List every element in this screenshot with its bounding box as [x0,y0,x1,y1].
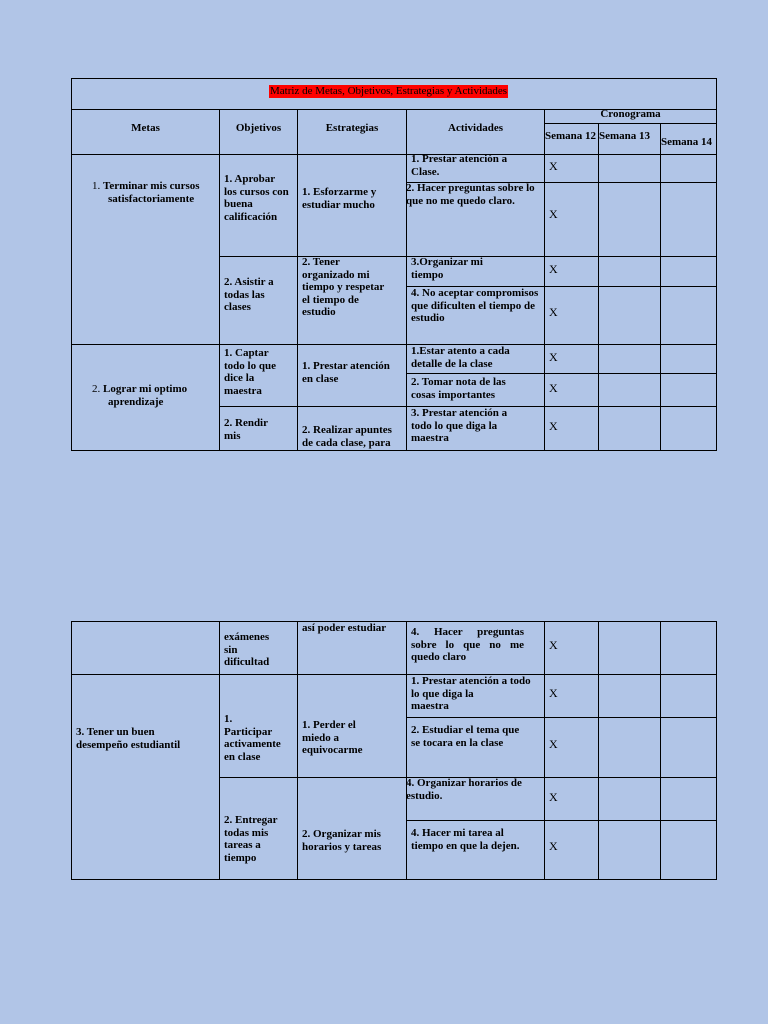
mark-x: X [549,207,558,221]
objetivo-2: 2. Asistir a todas las clases [224,276,274,313]
mark-x: X [549,305,558,319]
actividad-10: 2. Estudiar el tema que se tocara en la clase [411,724,520,749]
mark-x: X [549,839,558,853]
meta-1: 1. Terminar mis cursos satisfactoriamente [92,180,200,205]
objetivo-4-continued: exámenes sin dificultad [224,631,270,668]
mark-x: X [549,262,558,276]
actividad-4: 4. No aceptar compromisos que dificulten el tiempo de estudio [411,287,539,324]
table-title: Matriz de Metas, Objetivos, Estrategias y Actividades [270,85,508,97]
header-objetivos: Objetivos [235,122,282,134]
header-semana-12: Semana 12 [545,130,597,142]
objetivo-1: 1. Aprobar los cursos con buena calificación [224,173,289,223]
mark-x: X [549,790,558,804]
header-cronograma: Cronograma [600,108,661,120]
actividad-3: 3.Organizar mi tiempo [411,256,483,281]
mark-x: X [549,159,558,173]
actividad-5: 1.Estar atento a cada detalle de la clase [411,345,510,370]
header-actividades: Actividades [448,122,503,134]
estrategia-4-continued: así poder estudiar [302,622,387,634]
objetivo-3: 1. Captar todo lo que dice la maestra [224,347,276,397]
objetivo-5: 1. Participar activamente en clase [224,713,281,763]
actividad-1: 1. Prestar atención a Clase. [411,153,508,178]
mark-x: X [549,737,558,751]
objetivo-4: 2. Rendir mis [224,417,268,442]
actividad-6: 2. Tomar nota de las cosas importantes [411,376,506,401]
mark-x: X [549,686,558,700]
header-metas: Metas [131,122,160,134]
estrategia-6: 2. Organizar mis horarios y tareas [302,828,382,853]
header-estrategias: Estrategias [325,122,379,134]
header-semana-13: Semana 13 [599,130,651,142]
estrategia-2: 2. Tener organizado mi tiempo y respetar el tiempo de estudio [302,256,385,318]
mark-x: X [549,381,558,395]
actividad-12: 4. Hacer mi tarea al tiempo en que la dejen. [411,827,520,852]
header-semana-14: Semana 14 [661,136,713,148]
meta-3: 3. Tener un buen desempeño estudiantil [76,726,181,751]
mark-x: X [549,638,558,652]
objetivo-6: 2. Entregar todas mis tareas a tiempo [224,814,278,864]
estrategia-3: 1. Prestar atención en clase [302,360,390,385]
actividad-9: 1. Prestar atención a todo lo que diga la maestra [411,675,531,712]
mark-x: X [549,350,558,364]
actividad-8: 4. Hacer preguntas sobre lo que no me quedo claro [411,626,524,663]
estrategia-1: 1. Esforzarme y estudiar mucho [302,186,377,211]
actividad-7: 3. Prestar atención a todo lo que diga la maestra [411,407,508,444]
estrategia-5: 1. Perder el miedo a equivocarme [302,719,363,756]
estrategia-4: 2. Realizar apuntes de cada clase, para [302,424,392,449]
actividad-2: 2. Hacer preguntas sobre lo que no me quedo claro. [406,182,535,207]
mark-x: X [549,419,558,433]
actividad-11: 4. Organizar horarios de estudio. [406,777,522,802]
meta-2: 2. Lograr mi optimo aprendizaje [92,383,188,408]
